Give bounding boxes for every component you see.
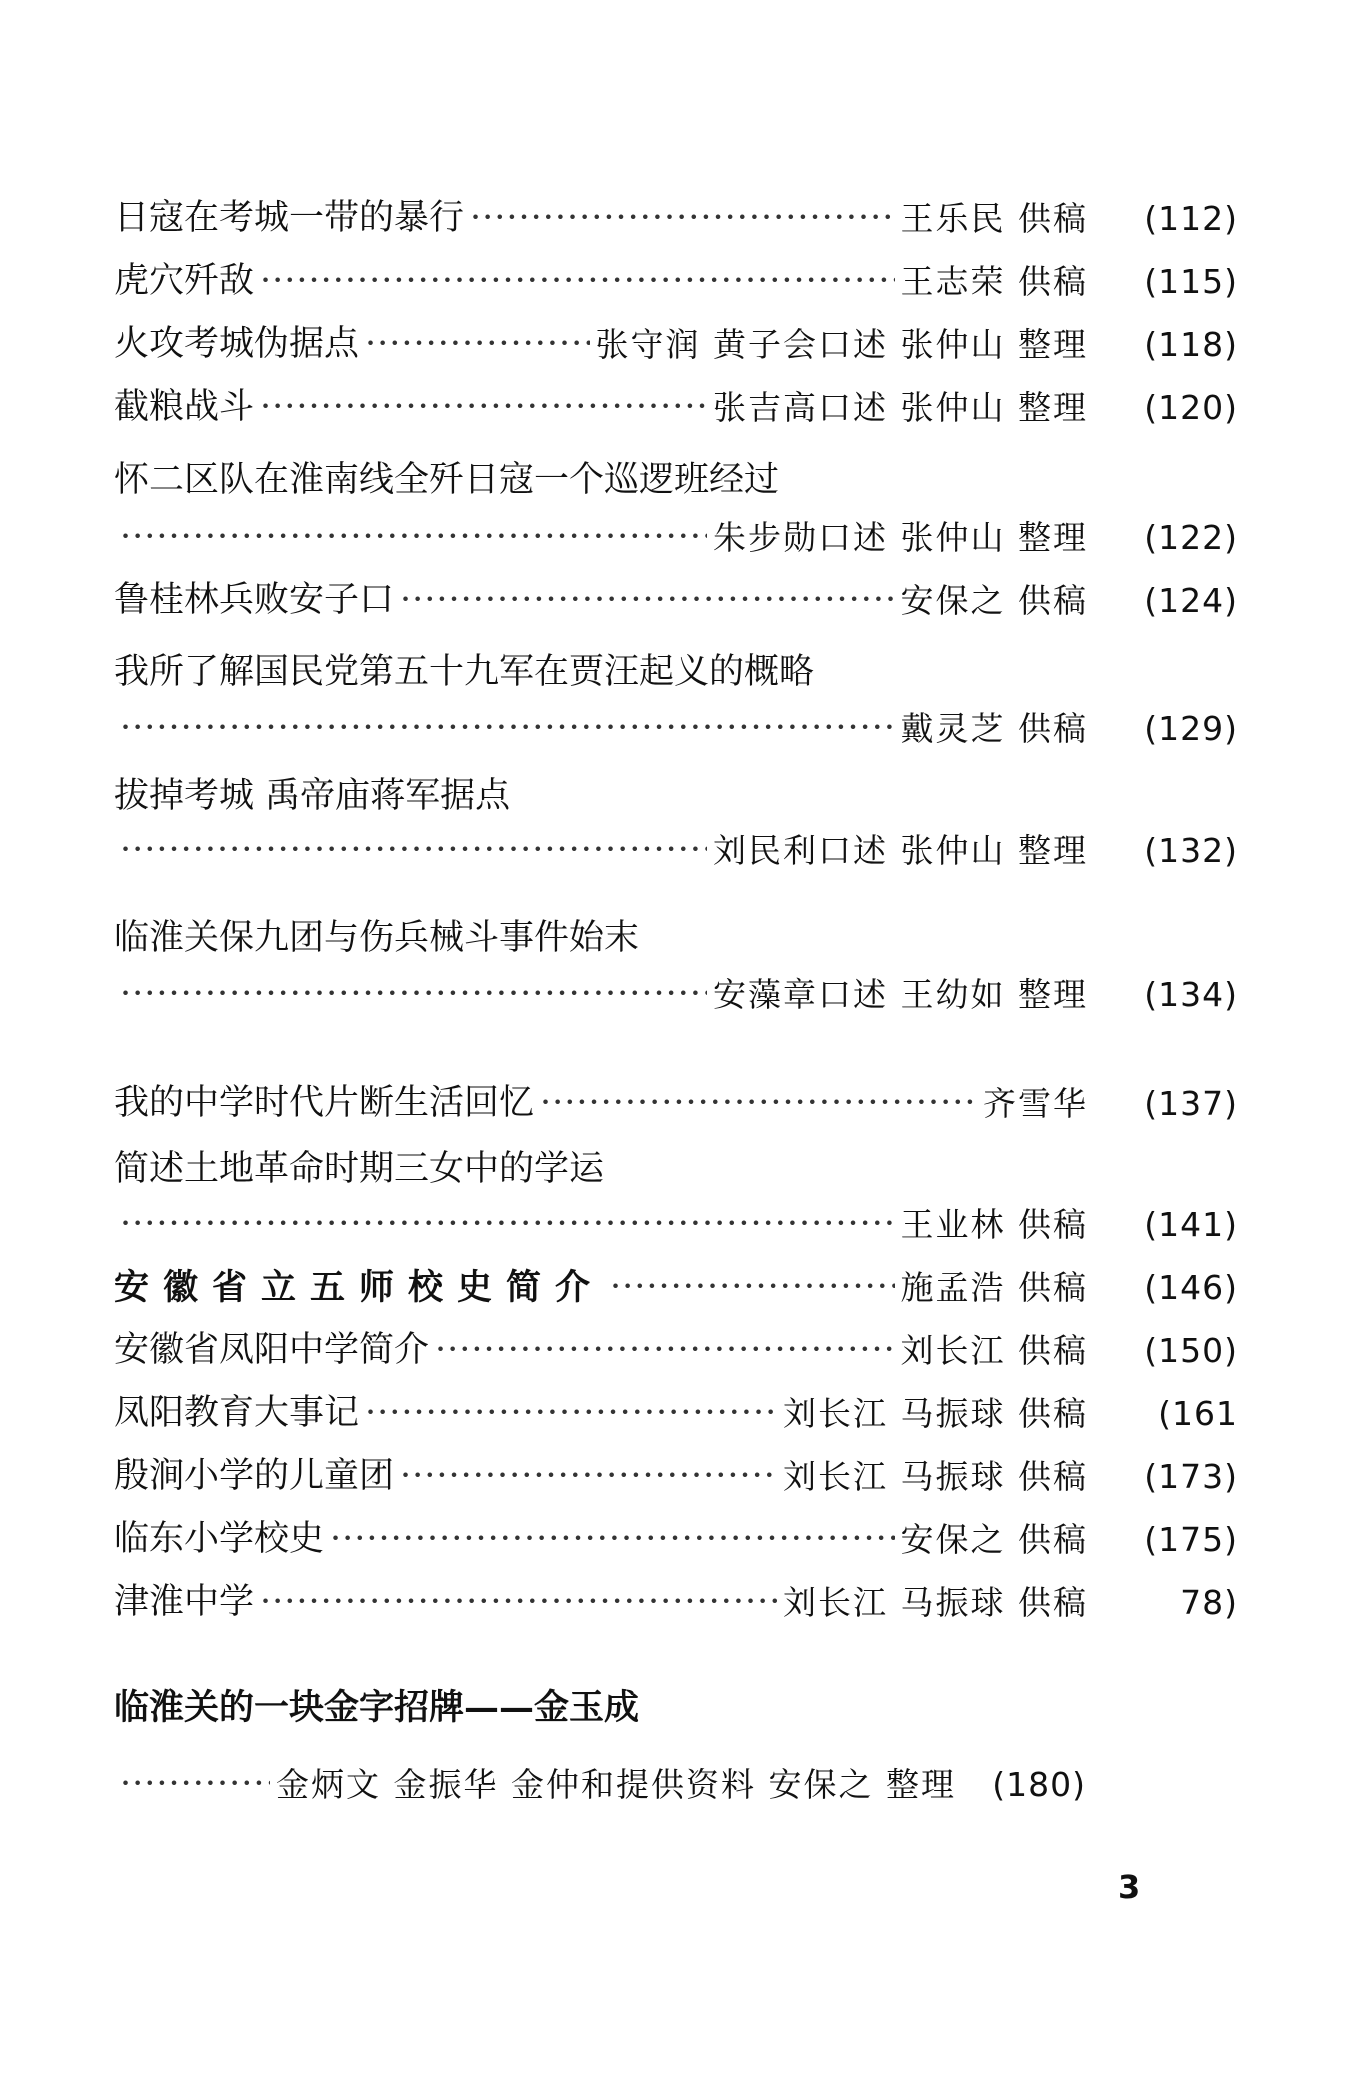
leader-dots bbox=[120, 977, 707, 1012]
entry-page: (141) bbox=[1144, 1204, 1238, 1244]
leader-dots bbox=[260, 390, 707, 425]
toc-entry bbox=[114, 1196, 1238, 1252]
leader-dots bbox=[365, 1396, 777, 1431]
leader-dots bbox=[120, 833, 707, 868]
toc-entry bbox=[114, 822, 1238, 878]
entry-page: (124) bbox=[1144, 580, 1238, 620]
entry-credit: 王业林 供稿 bbox=[900, 1204, 1088, 1244]
entry-credit: 安保之 供稿 bbox=[900, 580, 1088, 620]
toc-entry bbox=[114, 1259, 1238, 1315]
entry-credit: 朱步勋口述 张仲山 整理 bbox=[713, 517, 1088, 557]
leader-dots bbox=[540, 1086, 977, 1121]
entry-credit: 王志荣 供稿 bbox=[900, 261, 1088, 301]
entry-credit: 齐雪华 bbox=[983, 1083, 1088, 1123]
toc-entry bbox=[114, 1075, 1238, 1131]
entry-title: 拔掉考城 禹帝庙蒋军据点 bbox=[114, 776, 511, 816]
entry-title: 怀二区队在淮南线全歼日寇一个巡逻班经过 bbox=[114, 460, 780, 500]
entry-page: (175) bbox=[1144, 1519, 1238, 1559]
toc-entry bbox=[114, 572, 1238, 628]
leader-dots bbox=[120, 711, 895, 746]
entry-title: 津淮中学 bbox=[114, 1581, 255, 1622]
toc-entry bbox=[114, 966, 1238, 1022]
leader-dots bbox=[260, 264, 894, 299]
entry-title: 鲁桂林兵败安子口 bbox=[114, 579, 395, 620]
entry-credit: 施孟浩 供稿 bbox=[900, 1267, 1088, 1307]
toc-entry bbox=[114, 316, 1238, 372]
leader-dots bbox=[365, 327, 590, 362]
entry-title: 临东小学校史 bbox=[114, 1518, 325, 1559]
entry-credit: 刘长江 马振球 供稿 bbox=[783, 1582, 1088, 1622]
leader-dots bbox=[330, 1522, 894, 1557]
leader-dots bbox=[400, 583, 894, 618]
leader-dots bbox=[120, 520, 707, 555]
leader-dots bbox=[470, 201, 894, 236]
entry-page: (146) bbox=[1144, 1267, 1238, 1307]
leader-dots bbox=[610, 1270, 894, 1305]
entry-page: (137) bbox=[1144, 1083, 1238, 1123]
entry-title: 临淮关保九团与伤兵械斗事件始末 bbox=[114, 918, 640, 958]
toc-entry bbox=[114, 253, 1238, 309]
entry-credit: 王乐民 供稿 bbox=[900, 198, 1088, 238]
entry-credit: 金炳文 金振华 金仲和提供资料 安保之 整理 bbox=[276, 1764, 956, 1804]
entry-title: 我的中学时代片断生活回忆 bbox=[114, 1082, 535, 1123]
entry-title: 虎穴歼敌 bbox=[114, 260, 255, 301]
entry-credit: 刘民利口述 张仲山 整理 bbox=[713, 830, 1088, 870]
toc-entry bbox=[114, 1322, 1238, 1378]
entry-page: (150) bbox=[1144, 1330, 1238, 1370]
leader-dots bbox=[120, 1207, 895, 1242]
entry-credit: 安保之 供稿 bbox=[900, 1519, 1088, 1559]
entry-page: (129) bbox=[1144, 708, 1238, 748]
entry-credit: 刘长江 马振球 供稿 bbox=[783, 1456, 1088, 1496]
entry-title: 安徽省立五师校史简介 bbox=[114, 1266, 605, 1308]
entry-title: 凤阳教育大事记 bbox=[114, 1392, 360, 1433]
entry-title: 临淮关的一块金字招牌——金玉成 bbox=[114, 1687, 640, 1728]
entry-page: (120) bbox=[1144, 387, 1238, 427]
toc-entry bbox=[114, 1511, 1238, 1567]
entry-page: (134) bbox=[1144, 974, 1238, 1014]
entry-title: 安徽省凤阳中学简介 bbox=[114, 1329, 430, 1370]
toc-entry bbox=[114, 509, 1238, 565]
entry-credit: 张吉高口述 张仲山 整理 bbox=[713, 387, 1088, 427]
leader-dots bbox=[435, 1333, 894, 1368]
toc-entry bbox=[114, 1756, 1238, 1812]
entry-credit: 刘长江 马振球 供稿 bbox=[783, 1393, 1088, 1433]
leader-dots bbox=[400, 1459, 777, 1494]
entry-credit: 安藻章口述 王幼如 整理 bbox=[713, 974, 1088, 1014]
entry-title: 简述土地革命时期三女中的学运 bbox=[114, 1149, 605, 1189]
entry-credit: 戴灵芝 供稿 bbox=[900, 708, 1088, 748]
toc-entry bbox=[114, 379, 1238, 435]
entry-credit: 张守润 黄子会口述 张仲山 整理 bbox=[595, 324, 1088, 364]
entry-title: 殷涧小学的儿童团 bbox=[114, 1455, 395, 1496]
entry-page: (112) bbox=[1144, 198, 1238, 238]
toc-entry bbox=[114, 1448, 1238, 1504]
entry-page: (122) bbox=[1144, 517, 1238, 557]
entry-credit: 刘长江 供稿 bbox=[900, 1330, 1088, 1370]
entry-page: (161 bbox=[1158, 1393, 1238, 1433]
leader-dots bbox=[260, 1585, 777, 1620]
toc-entry bbox=[114, 190, 1238, 246]
entry-page: (180) bbox=[992, 1764, 1086, 1804]
page-number: 3 bbox=[1118, 1868, 1141, 1906]
entry-title: 日寇在考城一带的暴行 bbox=[114, 197, 465, 238]
entry-title: 我所了解国民党第五十九军在贾汪起义的概略 bbox=[114, 652, 815, 692]
entry-page: (118) bbox=[1144, 324, 1238, 364]
entry-page: (132) bbox=[1144, 830, 1238, 870]
entry-page: (115) bbox=[1144, 261, 1238, 301]
entry-page: 78) bbox=[1180, 1582, 1238, 1622]
toc-entry bbox=[114, 1574, 1238, 1630]
entry-page: (173) bbox=[1144, 1456, 1238, 1496]
toc-entry bbox=[114, 700, 1238, 756]
toc-entry bbox=[114, 1385, 1238, 1441]
leader-dots bbox=[120, 1767, 270, 1802]
entry-title: 火攻考城伪据点 bbox=[114, 323, 360, 364]
entry-title: 截粮战斗 bbox=[114, 386, 255, 427]
